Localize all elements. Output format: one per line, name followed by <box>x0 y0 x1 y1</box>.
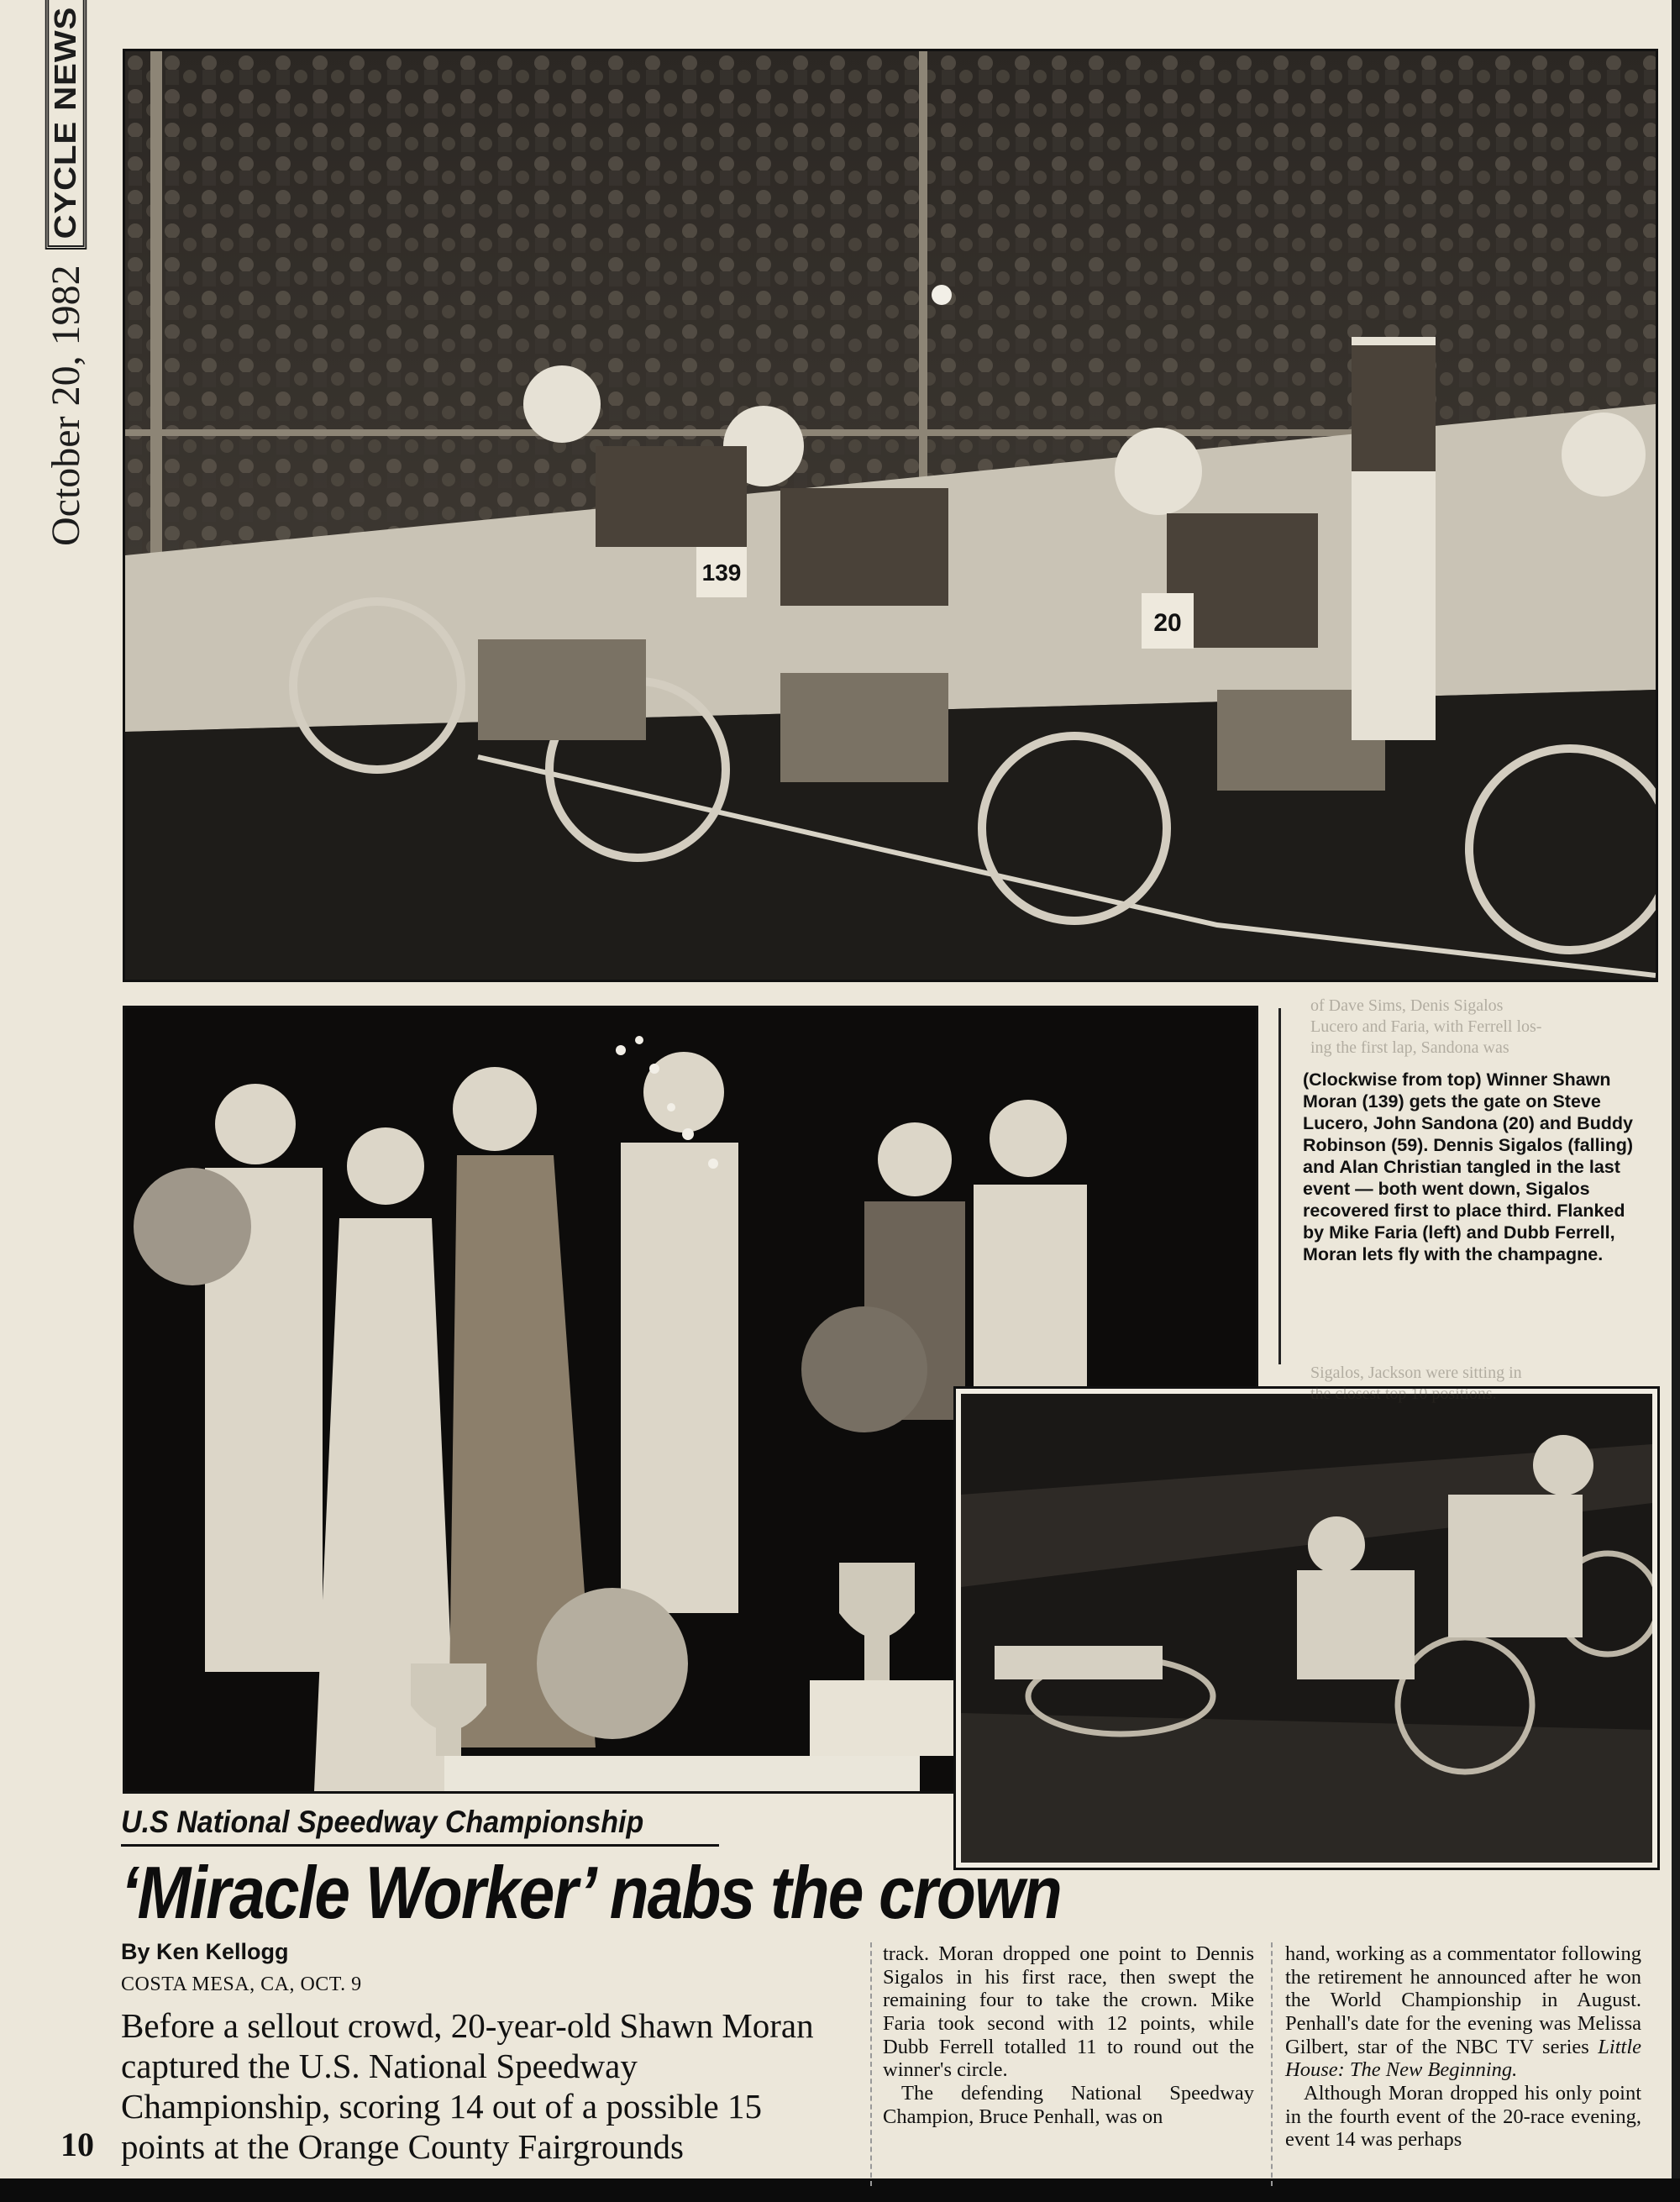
photo-start-gate <box>123 49 1658 982</box>
issue-date: October 20, 1982 <box>43 265 88 546</box>
bleed-through-text-3: ing the first lap, Sandona was <box>1310 1038 1509 1057</box>
article-headline: ‘Miracle Worker’ nabs the crown <box>121 1851 1061 1934</box>
article-column-3 <box>1285 1942 1641 2152</box>
bleed-through-text-2: Lucero and Faria, with Ferrell los- <box>1310 1017 1542 1036</box>
start-gate-illustration <box>125 51 1656 980</box>
kicker-underline <box>121 1844 719 1847</box>
column-3-paragraph-1: hand, working as a commentator following the retirement he announced after he won the World Championship in August. Penhall's date for the evening was Melissa Gilbert, star of the NBC TV series <box>1285 1942 1641 2058</box>
bleed-through-text-1: of Dave Sims, Denis Sigalos <box>1310 996 1504 1015</box>
photo-riders-falling <box>956 1389 1657 1868</box>
article-column-2 <box>883 1942 1254 2128</box>
article-lede: Before a sellout crowd, 20-year-old Shawn Moran captured the U.S. National Speedway Championship, scoring 14 out of a possible 15 points at the Orange County Fairgrounds <box>121 2006 814 2166</box>
column-divider-1 <box>870 1942 872 2186</box>
bleed-through-text-6: the closest top 10 positions. <box>1310 1385 1497 1403</box>
bike-number-20: 20 <box>1153 609 1182 637</box>
article-kicker: U.S National Speedway Championship <box>121 1805 644 1839</box>
bleed-through-text-5: Sigalos, Jackson were sitting in <box>1310 1364 1522 1382</box>
page-edge <box>1672 0 1680 2202</box>
column-2-paragraph-2: The defending National Speedway Champion, Bruce Penhall, was on <box>883 2082 1254 2128</box>
column-2-paragraph-1: track. Moran dropped one point to Dennis Sigalos in his first race, then swept the remaining four to take the crown. Mike Faria took second with 12 points, while Dubb Ferrell totalled 11 to round out the winner's circle. <box>883 1942 1254 2082</box>
article-dateline: COSTA MESA, CA, OCT. 9 <box>121 1973 362 1995</box>
page-number: 10 <box>60 2126 94 2163</box>
article-byline: By Ken Kellogg <box>121 1939 289 1964</box>
bike-number-139: 139 <box>701 560 742 586</box>
column-3-paragraph-2: Although Moran dropped his only point in the fourth event of the 20-race evening, event 14 was perhaps <box>1285 2082 1641 2152</box>
page-bottom-border <box>0 2178 1680 2202</box>
caption-divider <box>1278 1008 1281 1364</box>
fall-illustration <box>961 1394 1652 1863</box>
column-divider-2 <box>1271 1942 1273 2186</box>
cycle-news-logo: CYCLE NEWS <box>45 0 87 250</box>
column-3-tv-title: Little House: The New Beginning. <box>1285 2035 1642 2082</box>
photo-caption: (Clockwise from top) Winner Shawn Moran (139) gets the gate on Steve Lucero, John Sandona (20) and Buddy Robinson (59). Dennis Sigalos (falling) and Alan Christian tangled in the last event — both went down, Sigalos recovered first to place third. Flanked by Mike Faria (left) and Dubb Ferrell, Moran lets fly with the champagne. <box>1303 1069 1634 1264</box>
masthead <box>24 6 108 546</box>
